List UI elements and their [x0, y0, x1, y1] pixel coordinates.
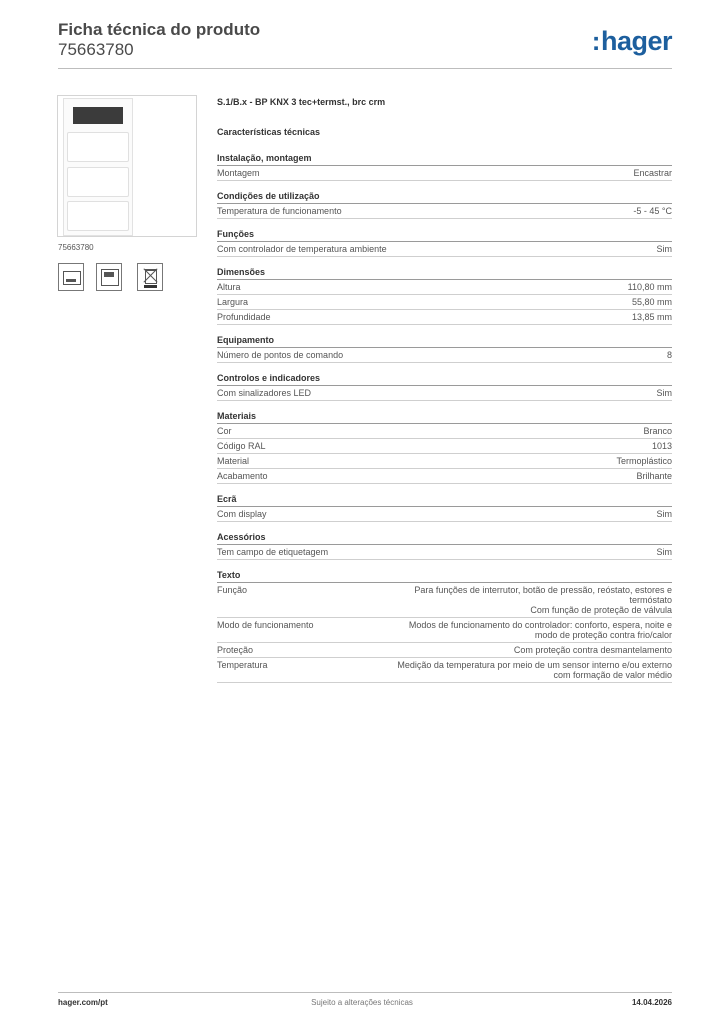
spec-group	[217, 570, 672, 683]
product-name: S.1/B.x - BP KNX 3 tec+termst., brc crm	[217, 97, 386, 107]
spec-label: Com display	[217, 509, 267, 519]
spec-group	[217, 153, 672, 181]
spec-value: Sim	[656, 547, 672, 557]
product-code: 75663780	[58, 40, 134, 59]
spec-label: Temperatura de funcionamento	[217, 206, 342, 216]
spec-row	[217, 204, 672, 219]
spec-group-title: Controlos e indicadores	[217, 373, 672, 386]
spec-value: 13,85 mm	[631, 312, 672, 322]
spec-groups	[217, 153, 672, 683]
spec-group	[217, 335, 672, 363]
spec-label: Tem campo de etiquetagem	[217, 547, 329, 557]
logo-text: hager	[600, 26, 672, 56]
spec-row	[217, 469, 672, 484]
spec-row	[217, 348, 672, 363]
product-screen	[73, 107, 123, 124]
spec-heading: Características técnicas	[217, 127, 321, 137]
spec-label: Temperatura	[217, 660, 268, 670]
spec-group	[217, 411, 672, 484]
header-divider	[58, 68, 672, 69]
spec-value: Sim	[656, 509, 672, 519]
spec-group	[217, 373, 672, 401]
spec-row	[217, 242, 672, 257]
spec-label: Com sinalizadores LED	[217, 388, 312, 398]
spec-value: Para funções de interrutor, botão de pressão, reóstato, estores e termóstato Com função de proteção de válvula	[414, 585, 672, 615]
spec-group	[217, 229, 672, 257]
hager-logo	[592, 26, 672, 57]
product-key	[67, 167, 129, 197]
spec-row	[217, 280, 672, 295]
spec-group-title: Ecrã	[217, 494, 672, 507]
spec-value: Sim	[656, 244, 672, 254]
spec-row	[217, 545, 672, 560]
spec-label: Acabamento	[217, 471, 268, 481]
spec-row	[217, 424, 672, 439]
spec-label: Cor	[217, 426, 232, 436]
spec-value: Brilhante	[636, 471, 672, 481]
spec-row	[217, 295, 672, 310]
spec-value: Modos de funcionamento do controlador: conforto, espera, noite e modo de proteção contra frio/calor	[408, 620, 672, 640]
spec-label: Com controlador de temperatura ambiente	[217, 244, 387, 254]
page-title: Ficha técnica do produto	[58, 20, 261, 39]
image-caption: 75663780	[58, 243, 94, 252]
spec-value: Medição da temperatura por meio de um sensor interno e/ou externo com formação de valor médio	[397, 660, 672, 680]
spec-value: 8	[666, 350, 672, 360]
spec-row	[217, 507, 672, 522]
spec-label: Código RAL	[217, 441, 266, 451]
footer-divider	[58, 992, 672, 993]
spec-label: Proteção	[217, 645, 254, 655]
spec-label: Montagem	[217, 168, 260, 178]
spec-content	[217, 97, 672, 693]
footer-website: hager.com/pt	[58, 998, 108, 1007]
footer-disclaimer: Sujeito a alterações técnicas	[311, 998, 413, 1007]
spec-row	[217, 643, 672, 658]
spec-value: 110,80 mm	[627, 282, 672, 292]
spec-value: Termoplástico	[616, 456, 672, 466]
spec-label: Modo de funcionamento	[217, 620, 314, 630]
spec-value: Branco	[643, 426, 672, 436]
spec-label: Altura	[217, 282, 241, 292]
spec-group	[217, 494, 672, 522]
spec-group-title: Acessórios	[217, 532, 672, 545]
spec-value: Encastrar	[633, 168, 672, 178]
spec-label: Função	[217, 585, 248, 595]
spec-label: Número de pontos de comando	[217, 350, 344, 360]
spec-group-title: Texto	[217, 570, 672, 583]
spec-group-title: Instalação, montagem	[217, 153, 672, 166]
spec-value: -5 - 45 °C	[633, 206, 672, 216]
product-key	[67, 132, 129, 162]
spec-row	[217, 454, 672, 469]
wall-mount-icon	[58, 263, 84, 291]
spec-value: 1013	[651, 441, 672, 451]
spec-row	[217, 618, 672, 643]
spec-row	[217, 166, 672, 181]
spec-group-title: Condições de utilização	[217, 191, 672, 204]
spec-row	[217, 658, 672, 683]
spec-group	[217, 267, 672, 325]
spec-label: Material	[217, 456, 250, 466]
spec-group	[217, 191, 672, 219]
spec-row	[217, 386, 672, 401]
logo-dots-icon: :	[591, 26, 600, 56]
spec-row	[217, 439, 672, 454]
product-plate-icon	[63, 98, 133, 236]
spec-group-title: Equipamento	[217, 335, 672, 348]
product-key	[67, 201, 129, 231]
display-icon	[96, 263, 122, 291]
spec-value: 55,80 mm	[631, 297, 672, 307]
spec-label: Largura	[217, 297, 249, 307]
spec-row	[217, 583, 672, 618]
spec-group-title: Dimensões	[217, 267, 672, 280]
spec-value: Sim	[656, 388, 672, 398]
spec-label: Profundidade	[217, 312, 271, 322]
spec-group	[217, 532, 672, 560]
spec-group-title: Funções	[217, 229, 672, 242]
spec-row	[217, 310, 672, 325]
spec-value: Com proteção contra desmantelamento	[513, 645, 672, 655]
weee-bin-icon	[137, 263, 163, 291]
footer-date: 14.04.2026	[631, 998, 672, 1007]
document-header	[58, 20, 260, 60]
spec-group-title: Materiais	[217, 411, 672, 424]
